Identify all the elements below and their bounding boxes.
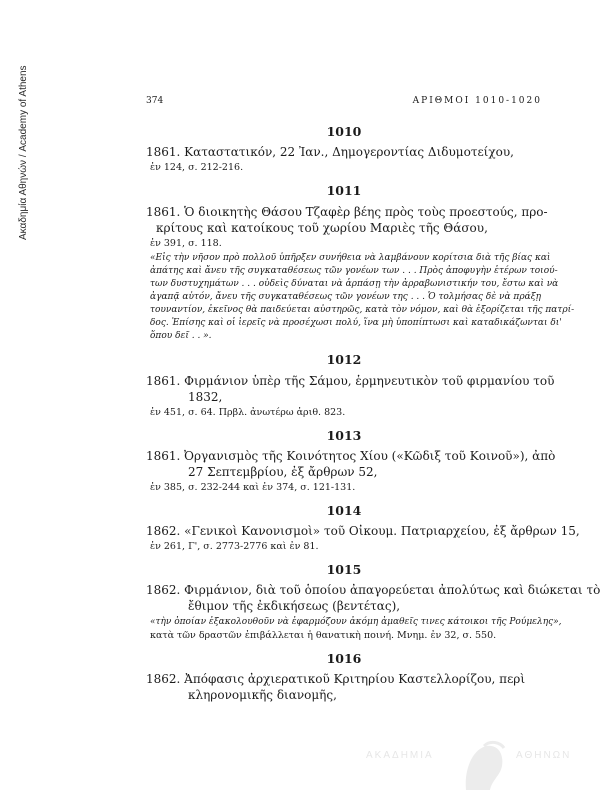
page-number: 374	[146, 96, 164, 106]
quote-line: τουναντίον, ἐκεῖνος θὰ παιδεύεται αὐστηρῶς, κατὰ τὸν νόμον, καὶ θὰ ἐξορίζεται τῆς πατρί-	[150, 305, 575, 315]
quote-line: «Εἰς τὴν νῆσον πρὸ πολλοῦ ὑπῆρξεν συνήθεια νὰ λαμβάνουν κορίτσια διὰ τῆς βίας καὶ	[150, 253, 551, 263]
entry-text-line: 27 Σεπτεμβρίου, ἐξ ἄρθρων 52,	[188, 465, 378, 479]
entry-text-line: κληρονομικῆς διανομῆς,	[188, 688, 337, 702]
quote-line: «τὴν ὁποίαν ἐξακολουθοῦν νὰ ἐφαρμόζουν ἀκόμη ἀμαθεῖς τινες κάτοικοι τῆς Ρούμελης»,	[150, 617, 562, 627]
entry-text-line: 1862. Φιρμάνιον, διὰ τοῦ ὁποίου ἀπαγορεύεται ἀπολύτως καὶ διώκεται τὸ	[146, 583, 600, 597]
entry-citation: ἐν 451, σ. 64. Πρβλ. ἀνωτέρω ἀριθ. 823.	[150, 407, 346, 418]
archive-side-label: Ακαδημία Αθηνών / Academy of Athens	[18, 65, 29, 240]
entry-text-line: 1832,	[188, 390, 223, 404]
entry-citation: ἐν 124, σ. 212-216.	[150, 162, 244, 173]
entry-number: 1016	[326, 651, 362, 666]
entry-text-line: 1862. Ἀπόφασις ἀρχιερατικοῦ Κριτηρίου Καστελλορίζου, περὶ	[146, 672, 526, 686]
quote-line: ὅπου δεῖ . . ».	[150, 331, 212, 341]
entry-number: 1014	[326, 503, 362, 518]
quote-line: δος. Ἐπίσης καὶ οἱ ἱερεῖς νὰ προσέχωσι πολύ, ἵνα μὴ ὑποπίπτωσι καὶ καταδικάζωνται δι'	[150, 318, 562, 328]
watermark-text-right: ΑΘΗΝΩΝ	[516, 750, 572, 761]
entry-text-line: κρίτους καὶ κατοίκους τοῦ χωρίου Μαριὲς τῆς Θάσου,	[156, 221, 488, 235]
entry-number: 1011	[326, 183, 362, 198]
academy-watermark	[356, 740, 576, 800]
entry-text-line: 1861. Καταστατικόν, 22 Ἰαν., Δημογεροντίας Διδυμοτείχου,	[146, 145, 514, 159]
entry-number: 1010	[326, 124, 362, 139]
entry-text-line: ἔθιμον τῆς ἐκδικήσεως (βεντέτας),	[188, 599, 401, 613]
entry-citation: ἐν 385, σ. 232-244 καὶ ἐν 374, σ. 121-131.	[150, 482, 356, 493]
quote-line: των δυστυχημάτων . . . οὐδεὶς δύναται νὰ ἁρπάσῃ τὴν ἀρραβωνιστικήν του, ἔστω καὶ νὰ	[150, 279, 559, 289]
quote-line: ἀγαπᾷ αὐτόν, ἄνευ τῆς συγκαταθέσεως τῶν γονέων της . . . Ὁ τολμήσας δὲ νὰ πράξῃ	[150, 292, 542, 302]
running-head-title: ΑΡΙΘΜΟΙ 1010-1020	[412, 96, 542, 106]
watermark-text-left: ΑΚΑΔΗΜΙΑ	[366, 750, 434, 761]
entry-citation: ἐν 391, σ. 118.	[150, 238, 222, 249]
entry-text-line: 1861. Φιρμάνιον ὑπὲρ τῆς Σάμου, ἑρμηνευτικὸν τοῦ φιρμανίου τοῦ	[146, 374, 555, 388]
athena-head-icon	[456, 740, 510, 796]
quote-line: ἀπάτης καὶ ἄνευ τῆς συγκαταθέσεως τῶν γονέων των . . . Πρὸς ἀποφυγὴν ἑτέρων τοιού-	[150, 266, 558, 276]
entry-number: 1013	[326, 428, 362, 443]
running-head	[146, 96, 542, 110]
entry-citation: κατὰ τῶν δραστῶν ἐπιβάλλεται ἡ θανατικὴ ποινή. Μνημ. ἐν 32, σ. 550.	[150, 630, 497, 641]
entry-text-line: 1861. Ὀργανισμὸς τῆς Κοινότητος Χίου («Κῶδιξ τοῦ Κοινοῦ»), ἀπὸ	[146, 449, 556, 463]
entry-number: 1012	[326, 352, 362, 367]
entry-text-line: 1862. «Γενικοὶ Κανονισμοὶ» τοῦ Οἰκουμ. Πατριαρχείου, ἐξ ἄρθρων 15,	[146, 524, 580, 538]
entry-text-line: 1861. Ὁ διοικητὴς Θάσου Τζαφὲρ βέης πρὸς τοὺς προεστούς, προ-	[146, 205, 548, 219]
entry-number: 1015	[326, 562, 362, 577]
entry-citation: ἐν 261, Γ', σ. 2773-2776 καὶ ἐν 81.	[150, 541, 319, 552]
